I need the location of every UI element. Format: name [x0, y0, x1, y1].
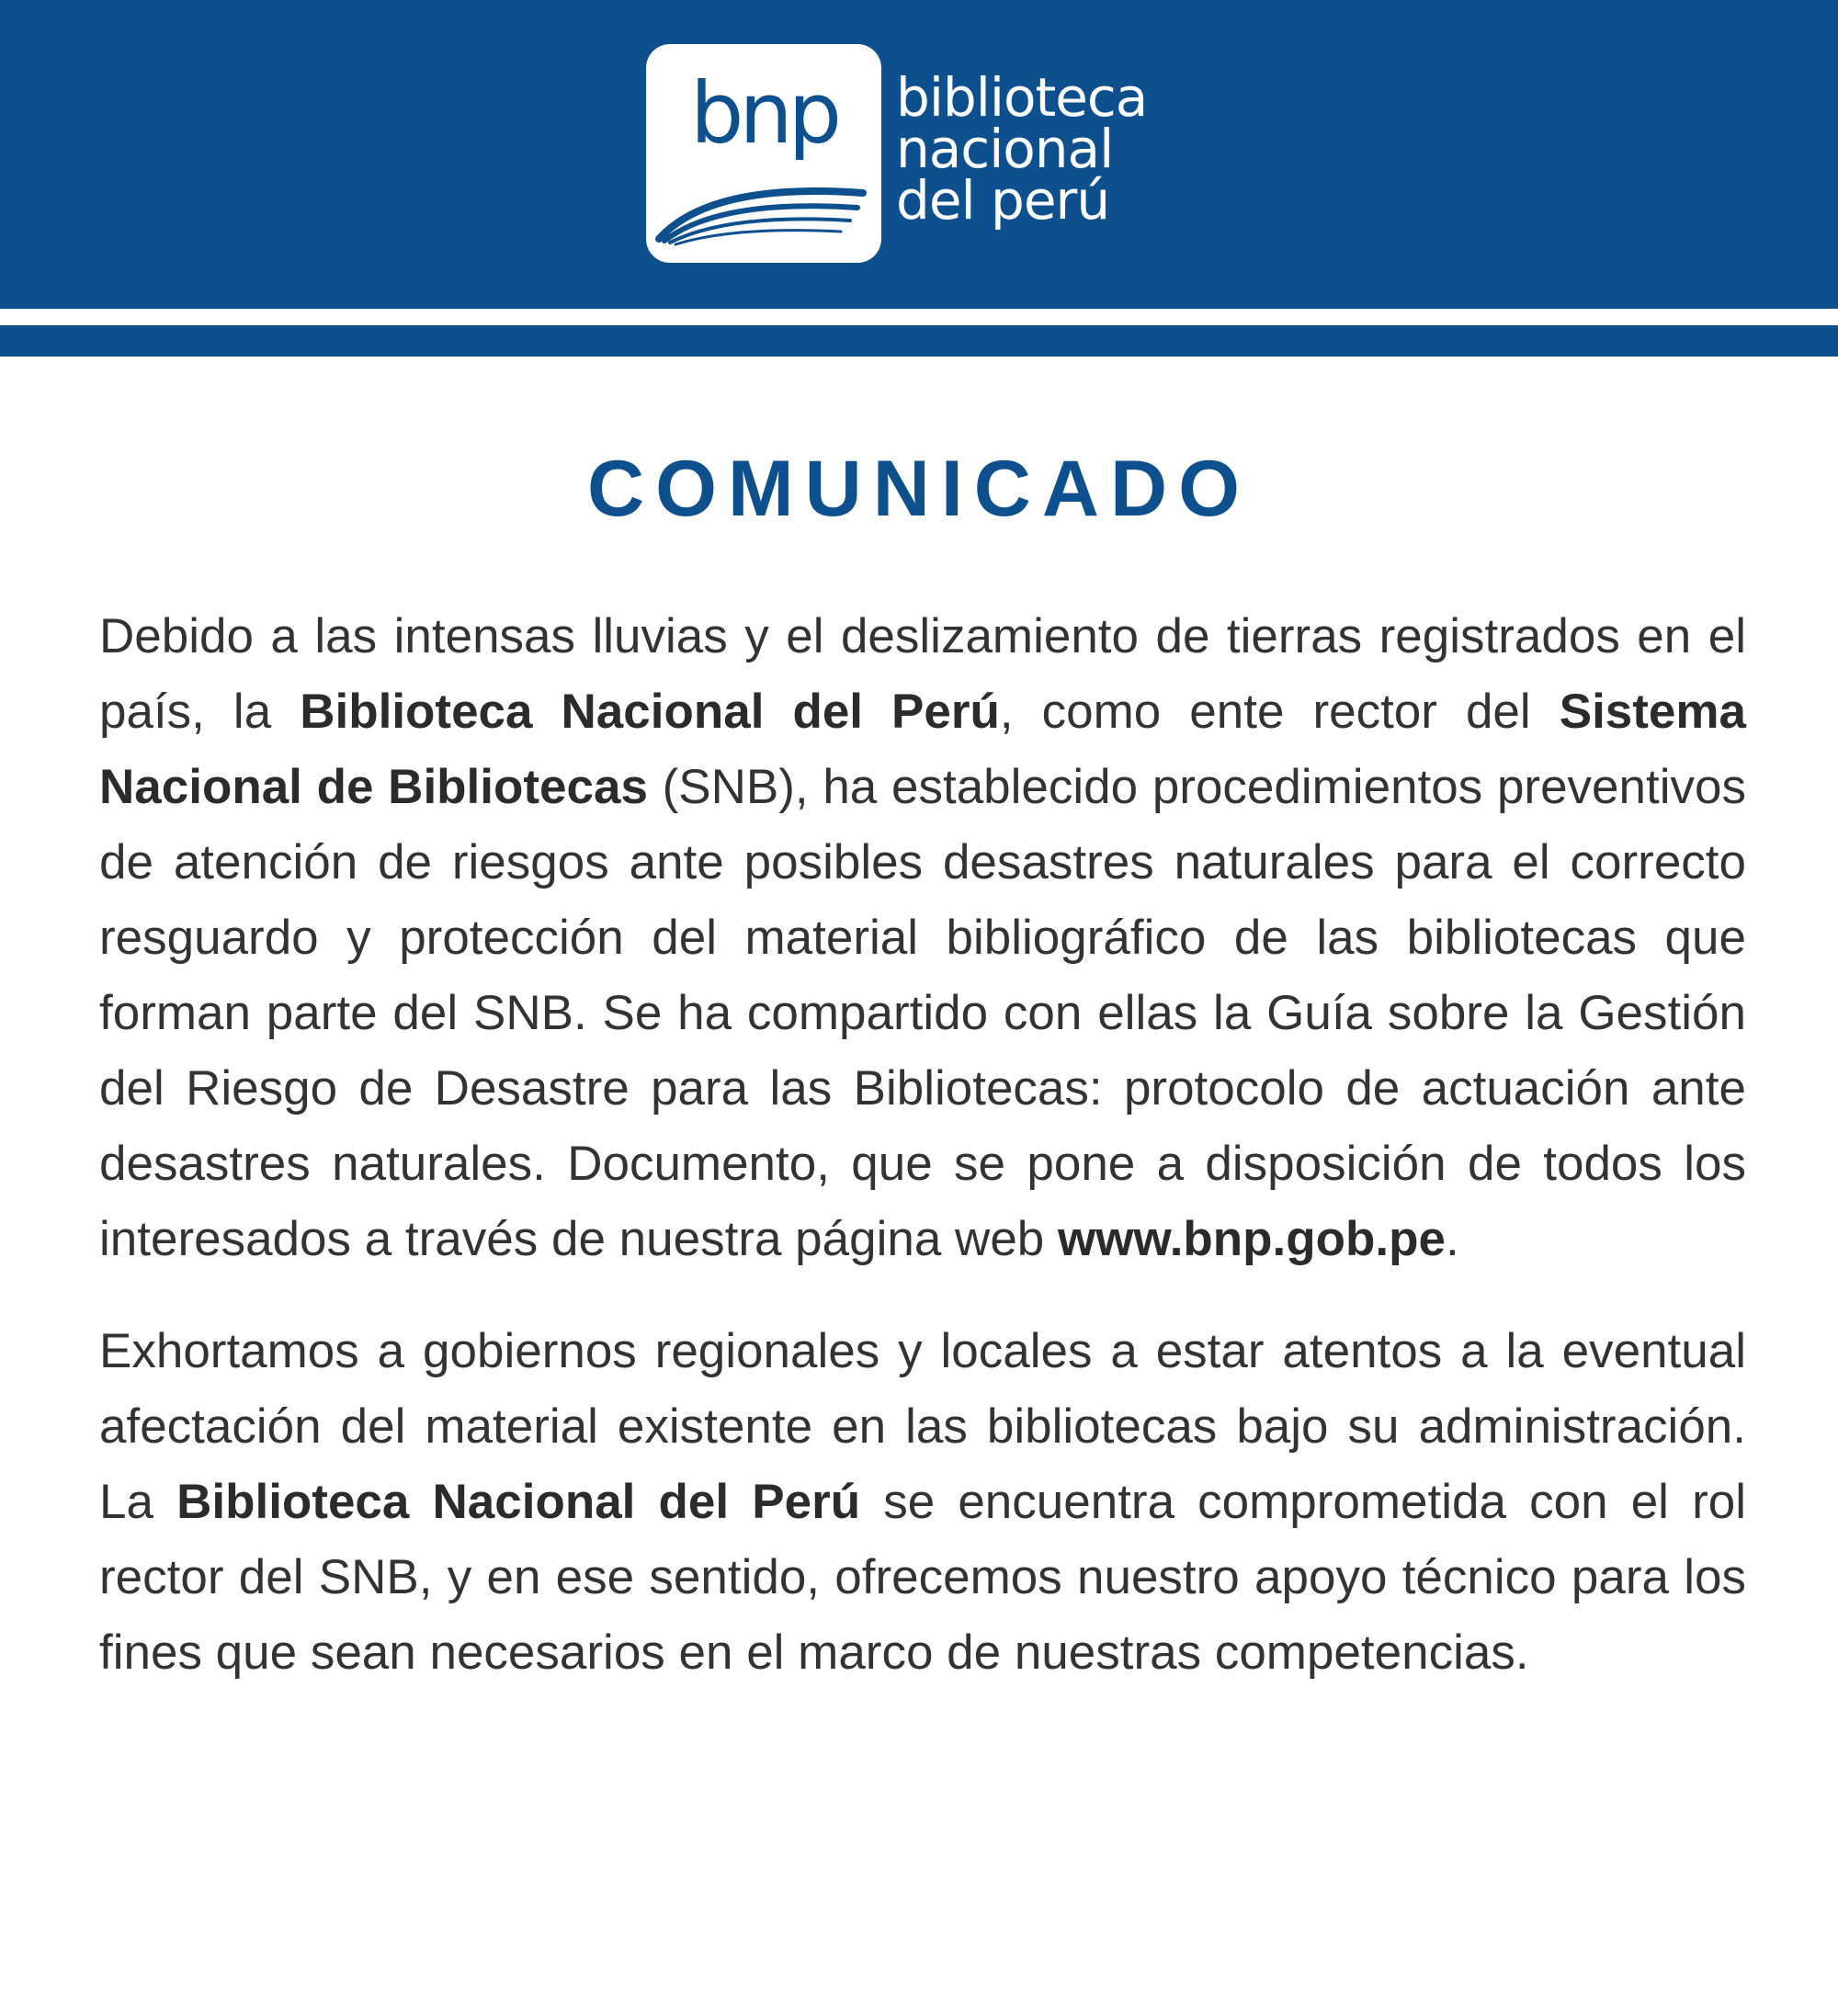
paragraph-1 [99, 599, 1746, 1277]
p1-text-1: Debido a las intensas lluvias y el deslizamiento de tierras registrados en el país, la [99, 609, 1746, 739]
page-title: COMUNICADO [587, 445, 1251, 533]
p1-bold-library-name: Biblioteca Nacional del Perú [300, 685, 1000, 739]
logo-wordmark [896, 66, 1148, 232]
bnp-logo [646, 44, 881, 263]
logo-line-3: del perú [896, 169, 1110, 232]
logo-arcs-icon [646, 44, 881, 263]
logo-abbreviation: bnp [689, 64, 838, 163]
p1-bold-website: www.bnp.gob.pe [1058, 1212, 1446, 1266]
p2-bold-library-name: Biblioteca Nacional del Perú [176, 1475, 861, 1529]
p2-text-1: Exhortamos a gobiernos regionales y locales a estar atentos a la eventual afectación del material existente en las bibliotecas bajo su administración. La [99, 1324, 1746, 1529]
p2-text-2: se encuentra comprometida con el rol rector del SNB, y en ese sentido, ofrecemos nuestro apoyo técnico para los fines que sean necesarios en el marco de nuestras competencias. [99, 1475, 1746, 1680]
header-bottom-band [0, 325, 1838, 357]
p1-text-3: (SNB), ha establecido procedimientos preventivos de atención de riesgos ante posibles desastres naturales para el correcto resguardo y protección del material bibliográfico de las bibliotecas que forman parte del SNB. Se ha compartido con ellas la Guía sobre la Gestión del Riesgo de Desastre para las Bibliotecas: protocolo de actuación ante desastres naturales. Documento, que se pone a disposición de todos los interesados a través de nuestra página web [99, 760, 1746, 1266]
logo-line-1: biblioteca [896, 66, 1148, 129]
p1-bold-system-name: Sistema Nacional de Bibliotecas [99, 685, 1746, 814]
p1-text-4: . [1445, 1212, 1459, 1266]
paragraph-2 [99, 1314, 1746, 1691]
statement-body [99, 599, 1746, 1691]
p1-text-2: , como ente rector del [999, 685, 1560, 739]
logo-line-2: nacional [896, 118, 1114, 180]
header-divider-line [0, 311, 1838, 325]
